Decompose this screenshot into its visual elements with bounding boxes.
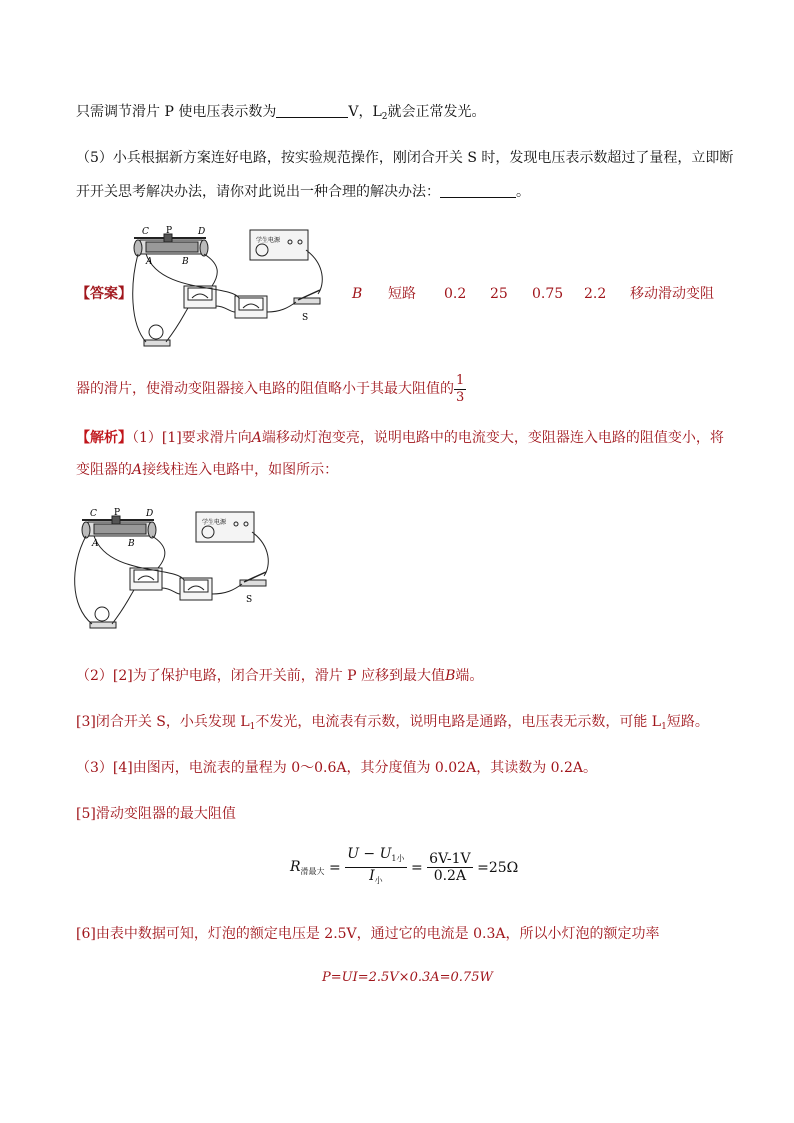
answer-item-4: 25: [490, 286, 508, 302]
analysis-p6: [5]滑动变阻器的最大阻值: [76, 806, 236, 822]
analysis-p5: （3）[4]由图丙，电流表的量程为 0～0.6A，其分度值为 0.02A，其读数为 0.2A。: [76, 760, 598, 776]
analysis-p1: 【解析】（1）[1]要求滑片向A端移动灯泡变亮，说明电路中的电流变大，变阻器连入电路的阻值变小，将: [76, 430, 724, 446]
text: 。: [516, 184, 530, 200]
question-5-line2: [76, 182, 530, 202]
formula-max-resistance: $R_{滑最大}$ = $\frac{U - U_{1小}}{I_小}$ = $\frac{6V-1V}{0.2A}$ =25Ω: [290, 846, 519, 885]
subscript: 2: [381, 112, 388, 122]
label-d: D: [198, 227, 206, 237]
circuit-diagram-answer: [120, 224, 340, 358]
text: 只需调节滑片 P 使电压表示数为: [76, 104, 277, 120]
answer-item-3: 0.2: [444, 286, 467, 302]
blank-line-voltage: [76, 102, 485, 127]
label-c: C: [90, 509, 97, 519]
answer-item-2: 短路: [388, 286, 416, 302]
analysis-p3: （2）[2]为了保护电路，闭合开关前，滑片 P 应移到最大值B端。: [76, 668, 484, 684]
answer-item-1: B: [352, 286, 363, 302]
circuit-diagram-analysis: [68, 506, 288, 640]
power-label: 学生电源: [256, 237, 281, 244]
label-p: P: [114, 508, 121, 518]
answer-tag: 【答案】: [76, 286, 132, 302]
power-label: 学生电源: [202, 519, 227, 526]
label-b: B: [182, 257, 189, 267]
answer-item-5: 0.75: [532, 286, 564, 302]
answer-item-6: 2.2: [584, 286, 607, 302]
analysis-p2: 变阻器的A接线柱连入电路中，如图所示：: [76, 462, 339, 478]
answer-blank: [440, 183, 516, 198]
analysis-tag: 【解析】: [76, 430, 132, 446]
label-b: B: [128, 539, 135, 549]
text: V，L: [348, 104, 382, 120]
analysis-p7: [6]由表中数据可知，灯泡的额定电压是 2.5V，通过它的电流是 0.3A，所以小灯泡的额定功率: [76, 926, 660, 942]
label-d: D: [146, 509, 154, 519]
label-a: A: [146, 257, 153, 267]
label-s: S: [302, 313, 309, 323]
answer-item-7: 移动滑动变阻: [630, 286, 714, 302]
text: 就会正常发光。: [387, 104, 486, 120]
label-s: S: [246, 595, 253, 605]
answer-blank: [276, 103, 348, 118]
text: 器的滑片，使滑动变阻器接入电路的阻值略小于其最大阻值的: [76, 381, 454, 397]
label-c: C: [142, 227, 149, 237]
question-5-line1: （5）小兵根据新方案连好电路，按实验规范操作，刚闭合开关 S 时，发现电压表示数超过了量程，立即断: [76, 150, 734, 166]
text: 开开关思考解决办法，请你对此说出一种合理的解决办法：: [76, 184, 440, 200]
label-p: P: [166, 226, 173, 236]
fraction: $\frac{1}{3}$: [456, 372, 465, 405]
analysis-p4: [3]闭合开关 S，小兵发现 $L_1$不发光，电流表有示数，说明电路是通路，电压表无示数，可能 $L_1$短路。: [76, 714, 709, 732]
answer-continuation: [76, 372, 466, 406]
label-a: A: [92, 539, 99, 549]
formula-power: P=UI=2.5V×0.3A=0.75W: [322, 970, 493, 985]
